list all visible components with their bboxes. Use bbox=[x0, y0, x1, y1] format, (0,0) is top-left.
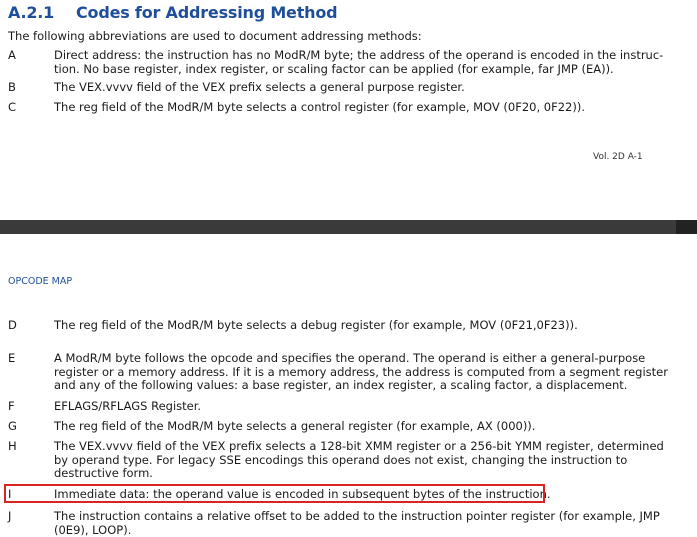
entry-text: The instruction contains a relative offset to be added to the instruction pointer register (for example, JMP (0E9), LOOP). bbox=[54, 509, 660, 537]
entry-text: The VEX.vvvv field of the VEX prefix selects a general purpose register. bbox=[54, 80, 465, 94]
entry-f bbox=[8, 400, 668, 414]
section-heading bbox=[8, 3, 337, 22]
entry-code: C bbox=[8, 100, 17, 114]
entry-code: A bbox=[8, 48, 16, 62]
entry-g bbox=[8, 420, 668, 434]
section-number: A.2.1 bbox=[8, 3, 55, 22]
entry-text: Direct address: the instruction has no ModR/M byte; the address of the operand is encoded in the instruc- tion. No base register, index register, or scaling factor can be applied (for example, far JMP (EA)). bbox=[54, 48, 664, 76]
entry-e bbox=[8, 352, 668, 393]
entry-code: D bbox=[8, 318, 17, 332]
entry-d bbox=[8, 319, 668, 333]
entry-b bbox=[8, 81, 668, 95]
entry-code: F bbox=[8, 399, 15, 413]
page-footer: Vol. 2D A-1 bbox=[593, 152, 643, 162]
highlight-box bbox=[4, 484, 545, 503]
entry-j bbox=[8, 510, 668, 537]
entry-text: The reg field of the ModR/M byte selects a control register (for example, MOV (0F20, 0F22)). bbox=[54, 100, 585, 114]
entry-code: G bbox=[8, 419, 17, 433]
entry-text: EFLAGS/RFLAGS Register. bbox=[54, 399, 202, 413]
entry-text: A ModR/M byte follows the opcode and specifies the operand. The operand is either a general-purpose register or a memory address. If it is a memory address, the address is computed from a segment register and any of the following values: a base register, an index register, a scaling factor, a displacement. bbox=[54, 351, 668, 392]
section-title: Codes for Addressing Method bbox=[76, 3, 338, 22]
section-label: OPCODE MAP bbox=[8, 276, 73, 287]
entry-code: I bbox=[8, 487, 12, 501]
entry-h bbox=[8, 440, 668, 481]
entry-c bbox=[8, 101, 668, 115]
entry-code: H bbox=[8, 439, 17, 453]
entry-text: Immediate data: the operand value is encoded in subsequent bytes of the instruction. bbox=[54, 487, 551, 501]
entry-code: E bbox=[8, 351, 16, 365]
page-separator-edge bbox=[676, 220, 697, 234]
entry-a bbox=[8, 49, 668, 76]
intro-text: The following abbreviations are used to document addressing methods: bbox=[8, 29, 422, 43]
entry-code: J bbox=[8, 509, 12, 523]
page-separator bbox=[0, 220, 697, 234]
entry-text: The VEX.vvvv field of the VEX prefix selects a 128-bit XMM register or a 256-bit YMM register, determined by operand type. For legacy SSE encodings this operand does not exist, changing the instruction to destructive form. bbox=[54, 439, 664, 480]
entry-code: B bbox=[8, 80, 16, 94]
entry-text: The reg field of the ModR/M byte selects a debug register (for example, MOV (0F21,0F23)). bbox=[54, 318, 578, 332]
entry-text: The reg field of the ModR/M byte selects a general register (for example, AX (000)). bbox=[54, 419, 536, 433]
